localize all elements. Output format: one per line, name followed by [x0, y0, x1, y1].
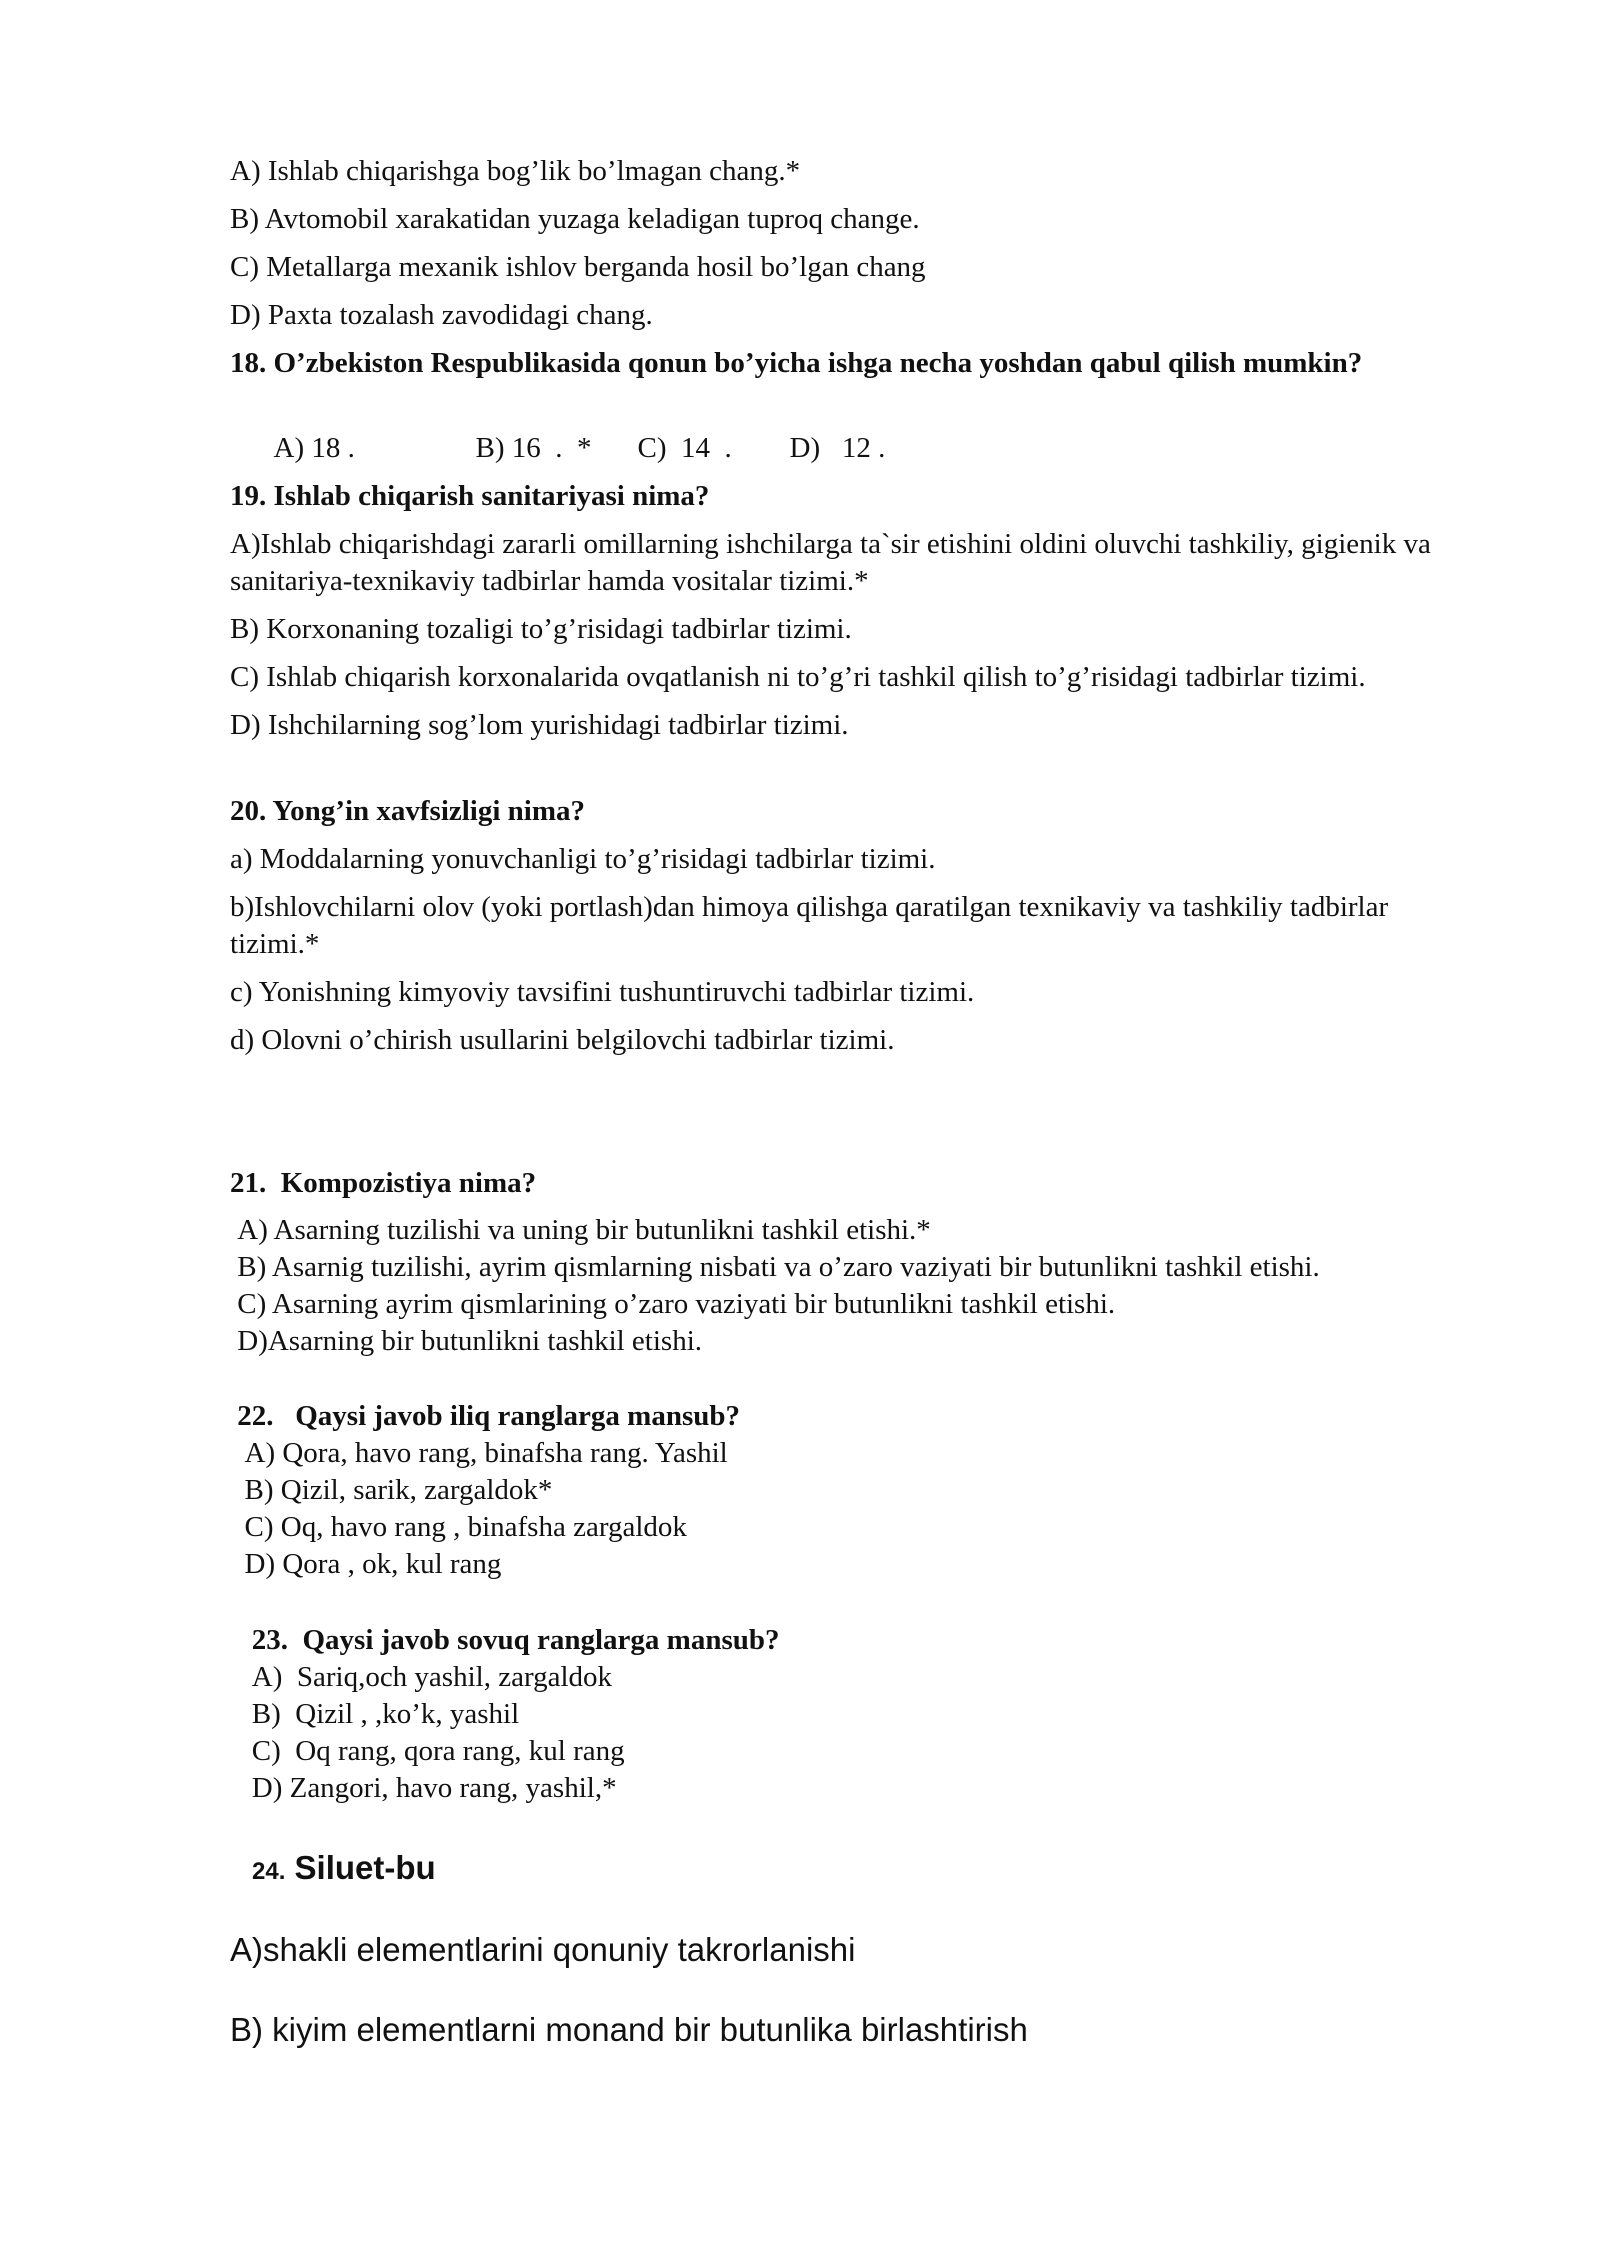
q22-option-a: A) Qora, havo rang, binafsha rang. Yashil [230, 1437, 728, 1469]
q23-option-a: A) Sariq,och yashil, zargaldok [230, 1661, 613, 1693]
q19-option-b: B) Korxonaning tozaligi to’g’risidagi tadbirlar tizimi. [230, 613, 852, 645]
q21-option-b: B) Asarnig tuzilishi, ayrim qismlarning nisbati va o’zaro vaziyati bir butunlikni tashkil etishi. [230, 1251, 1320, 1283]
q19-option-c: C) Ishlab chiqarish korxonalarida ovqatlanish ni to’g’ri tashkil qilish to’g’risidagi tadbirlar tizimi. [230, 661, 1366, 693]
q23 [230, 1622, 1470, 1807]
q21 [230, 1165, 1470, 1360]
q23-option-b: B) Qizil , ,ko’k, yashil [230, 1698, 520, 1730]
q22 [230, 1398, 1470, 1583]
q17-option-a: A) Ishlab chiqarishga bog’lik bo’lmagan chang.* [230, 155, 801, 187]
q21-option-d: D)Asarning bir butunlikni tashkil etishi. [230, 1325, 703, 1357]
q22-option-d: D) Qora , ok, kul rang [230, 1548, 502, 1580]
q20-option-d: d) Olovni o’chirish usullarini belgilovchi tadbirlar tizimi. [230, 1024, 895, 1056]
q24-number: 24. [252, 1858, 286, 1885]
q23-option-d: D) Zangori, havo rang, yashil,* [230, 1772, 617, 1804]
q17-option-c: C) Metallarga mexanik ishlov berganda hosil bo’lgan chang [230, 251, 926, 283]
q24 [230, 1846, 1470, 2052]
q19-option-d: D) Ishchilarning sog’lom yurishidagi tadbirlar tizimi. [230, 709, 849, 741]
q20-option-b: b)Ishlovchilarni olov (yoki portlash)dan himoya qilishga qaratilgan texnikaviy va tashkiliy tadbirlar tizimi.* [230, 891, 1396, 960]
q24-heading [252, 1846, 1470, 1894]
q23-option-c: C) Oq rang, qora rang, kul rang [230, 1735, 625, 1767]
q24-option-b: B) kiyim elementlarni monand bir butunlika birlashtirish [230, 2011, 1028, 2048]
q22-option-c: C) Oq, havo rang , binafsha zargaldok [230, 1511, 687, 1543]
q22-option-b: B) Qizil, sarik, zargaldok* [230, 1474, 553, 1506]
q23-title: 23. Qaysi javob sovuq ranglarga mansub? [230, 1624, 780, 1656]
q24-title: Siluet-bu [294, 1849, 436, 1886]
q22-title: 22. Qaysi javob iliq ranglarga mansub? [230, 1400, 740, 1432]
q20-title: 20. Yong’in xavfsizligi nima? [230, 795, 586, 827]
q20 [230, 793, 1470, 1070]
q19-title: 19. Ishlab chiqarish sanitariyasi nima? [230, 480, 710, 512]
q24-option-a: A)shakli elementlarini qonuniy takrorlanishi [230, 1931, 856, 1968]
q18-title: 18. O’zbekiston Respublikasida qonun bo’yicha ishga necha yoshdan qabul qilish mumkin? [230, 347, 1363, 379]
q20-option-a: a) Moddalarning yonuvchanligi to’g’risidagi tadbirlar tizimi. [230, 843, 936, 875]
q20-option-c: c) Yonishning kimyoviy tavsifini tushuntiruvchi tadbirlar tizimi. [230, 976, 975, 1008]
q21-option-c: C) Asarning ayrim qismlarining o’zaro vaziyati bir butunlikni tashkil etishi. [230, 1288, 1116, 1320]
q18-option-a: A) 18 . [273, 432, 355, 464]
q19-option-a: A)Ishlab chiqarishdagi zararli omillarning ishchilarga ta`sir etishini oldini oluvchi tashkiliy, gigienik va sanitariya-texnikaviy tadbirlar hamda vositalar tizimi.* [230, 528, 1439, 597]
q19 [230, 478, 1470, 755]
q17-option-d: D) Paxta tozalash zavodidagi chang. [230, 299, 653, 331]
q21-title: 21. Kompozistiya nima? [230, 1167, 537, 1199]
q17-option-b: B) Avtomobil xarakatidan yuzaga keladigan tuproq change. [230, 203, 920, 235]
q18-option-c: C) 14 . [637, 432, 732, 464]
q18-option-d: D) 12 . [789, 432, 886, 464]
q18-option-b: B) 16 . * [475, 432, 592, 464]
q17-options [230, 153, 1470, 345]
q21-option-a: A) Asarning tuzilishi va uning bir butunlikni tashkil etishi.* [230, 1214, 931, 1246]
